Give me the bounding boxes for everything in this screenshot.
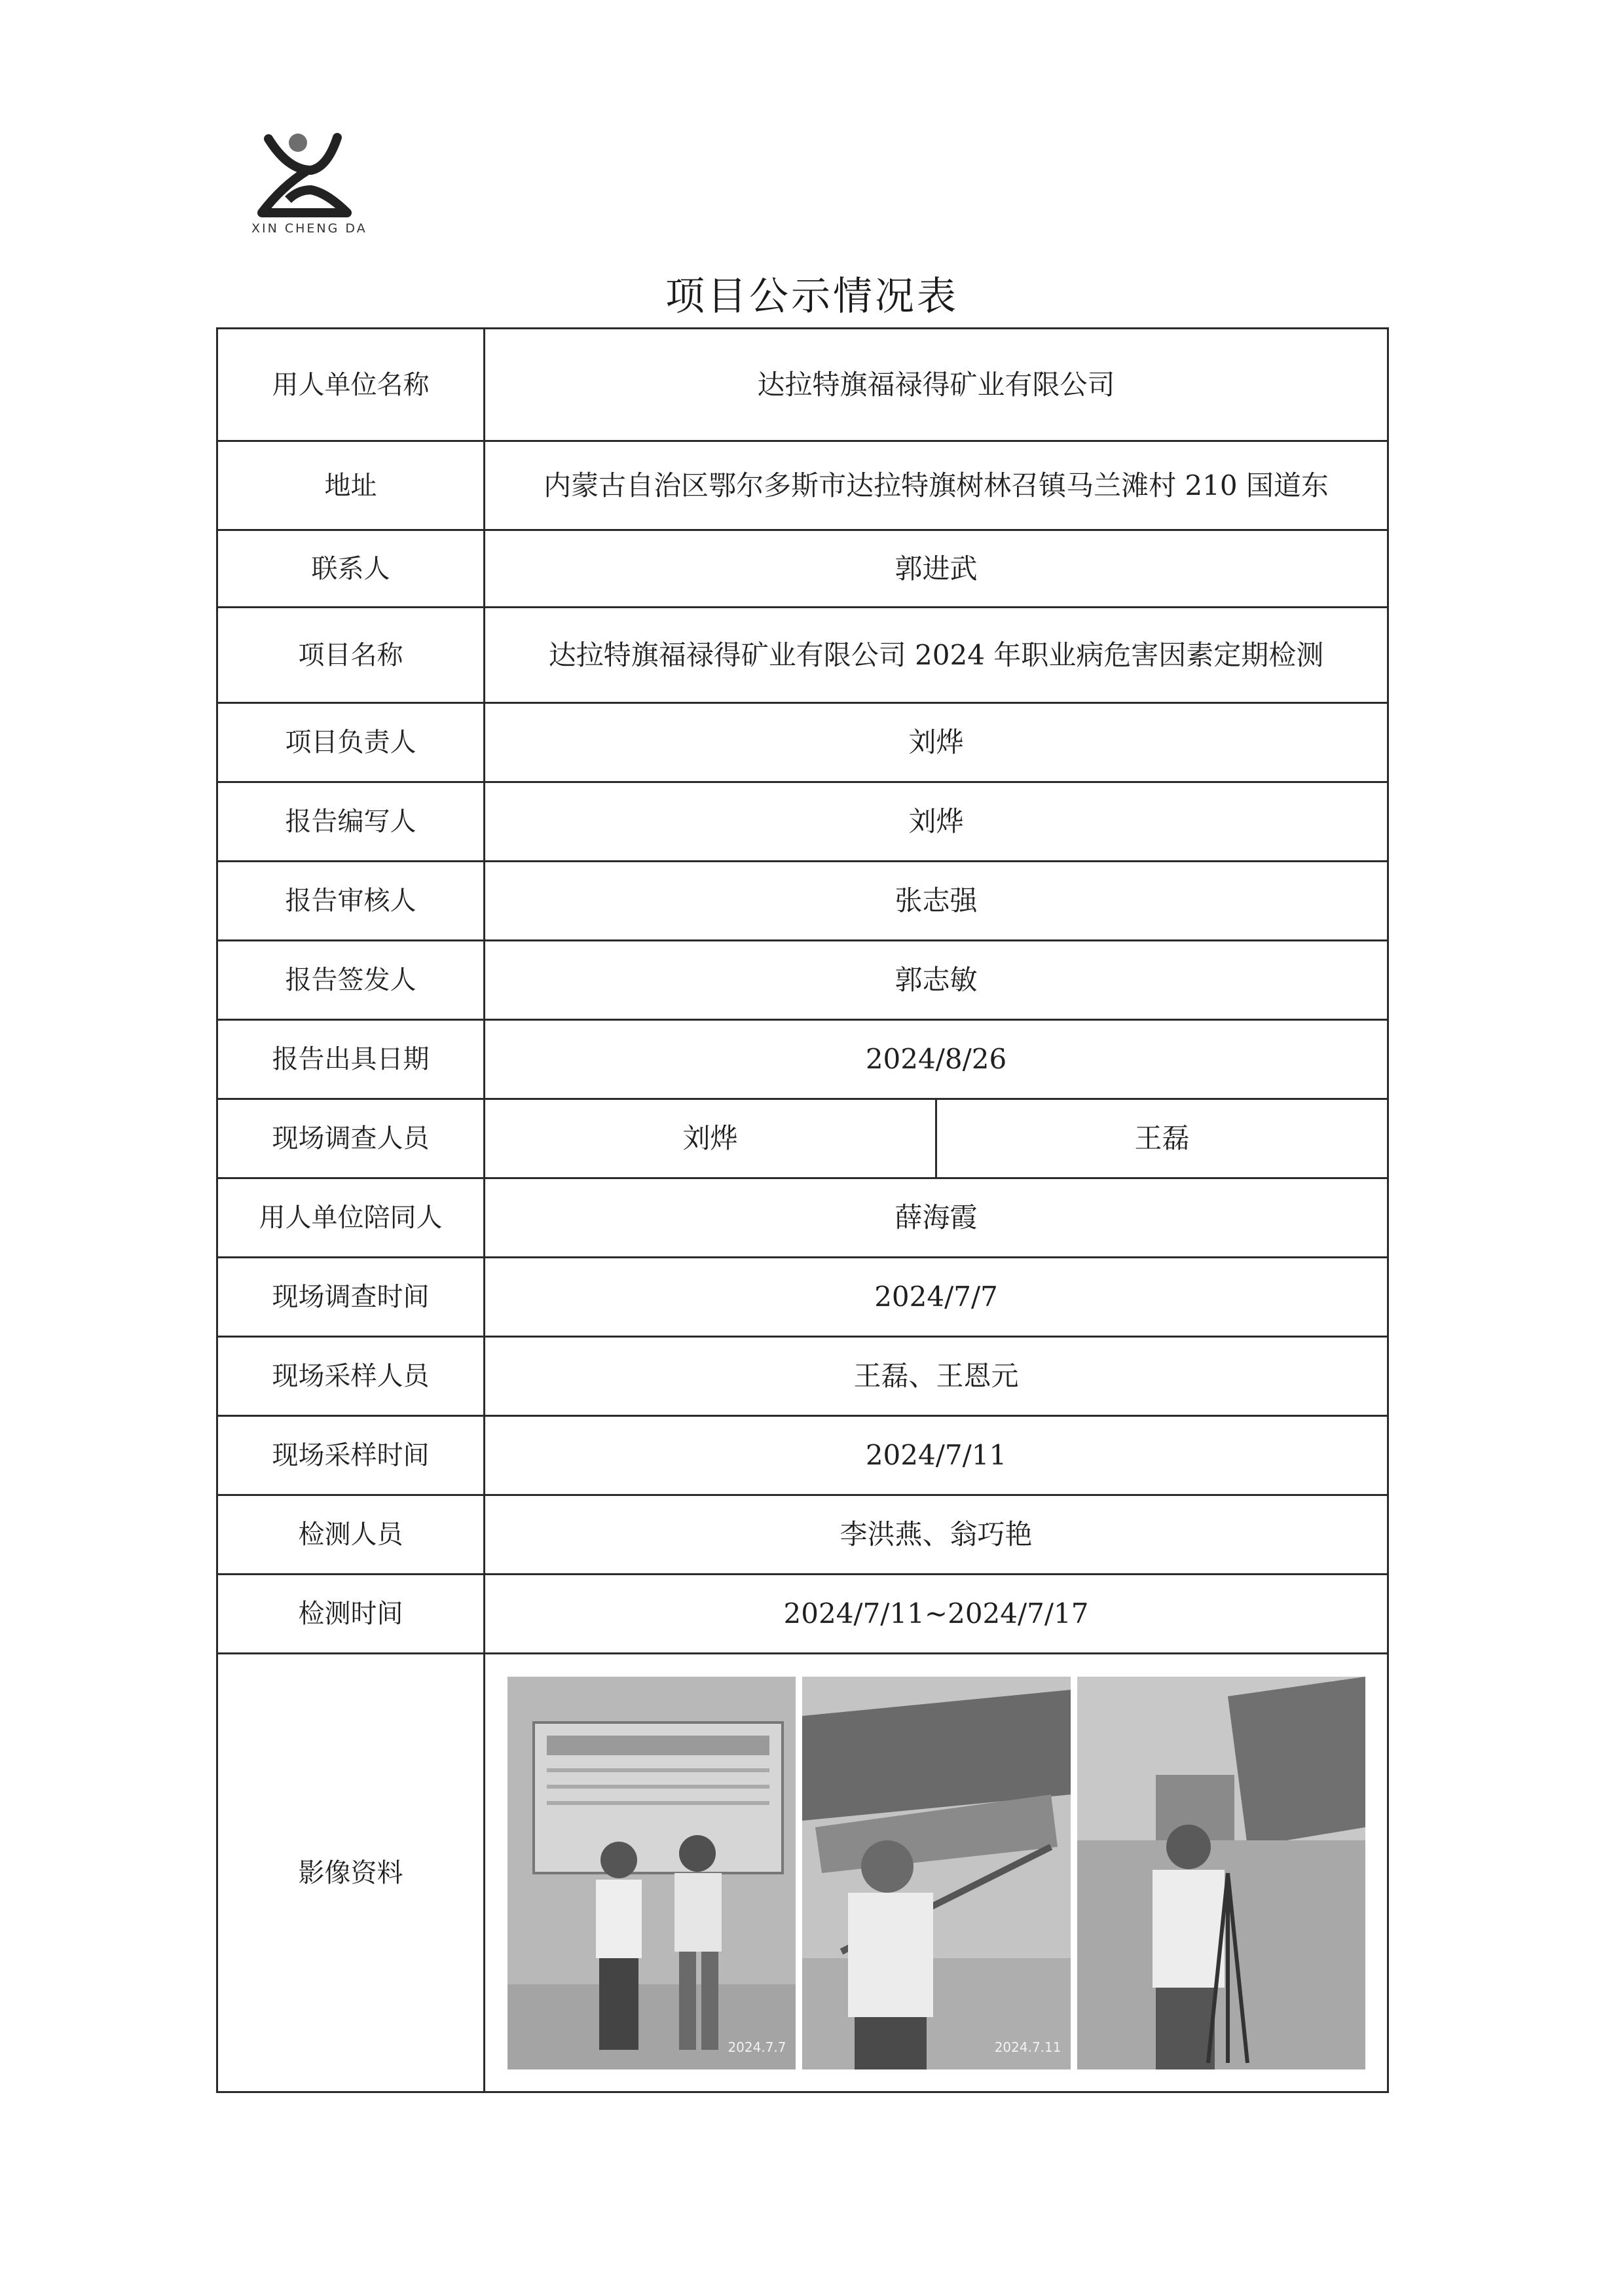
row-label: 报告出具日期 — [217, 1020, 485, 1099]
row-label: 检测人员 — [217, 1495, 485, 1575]
images-cell — [485, 1654, 1388, 2092]
row-label: 用人单位名称 — [217, 329, 485, 441]
table-row — [217, 530, 1388, 608]
table-row — [217, 1337, 1388, 1416]
contact-value: 郭进武 — [485, 530, 1388, 608]
row-label: 报告审核人 — [217, 862, 485, 941]
site-photo-1-image — [507, 1677, 796, 2069]
project-lead-value: 刘烨 — [485, 703, 1388, 782]
photo-1-date-stamp: 2024.7.7 — [728, 2039, 786, 2055]
report-reviewer-value: 张志强 — [485, 862, 1388, 941]
site-photo-3-image — [1077, 1677, 1365, 2069]
row-label: 报告编写人 — [217, 782, 485, 862]
table-row — [217, 1258, 1388, 1337]
table-row — [217, 862, 1388, 941]
row-label: 影像资料 — [217, 1654, 485, 2092]
site-sampling-time-value: 2024/7/11 — [485, 1416, 1388, 1495]
report-date-value: 2024/8/26 — [485, 1020, 1388, 1099]
row-label: 现场调查时间 — [217, 1258, 485, 1337]
row-label: 项目负责人 — [217, 703, 485, 782]
table-row — [217, 1099, 1388, 1178]
table-row — [217, 1020, 1388, 1099]
row-label: 现场调查人员 — [217, 1099, 485, 1178]
site-photo-2-image — [802, 1677, 1071, 2069]
page-title: 项目公示情况表 — [665, 274, 959, 319]
employer-escort-value: 薛海霞 — [485, 1178, 1388, 1258]
site-photo-3 — [1077, 1677, 1365, 2069]
site-investigator-2: 王磊 — [936, 1099, 1388, 1178]
table-row — [217, 1495, 1388, 1575]
table-row — [217, 329, 1388, 441]
row-label: 现场采样时间 — [217, 1416, 485, 1495]
person-arc-logo-icon — [249, 124, 367, 223]
report-issuer-value: 郭志敏 — [485, 941, 1388, 1020]
table-row — [217, 1178, 1388, 1258]
photo-strip — [507, 1677, 1365, 2069]
testers-value: 李洪燕、翁巧艳 — [485, 1495, 1388, 1575]
row-label: 现场采样人员 — [217, 1337, 485, 1416]
report-writer-value: 刘烨 — [485, 782, 1388, 862]
site-photo-2 — [802, 1677, 1071, 2069]
site-investigator-1: 刘烨 — [485, 1099, 936, 1178]
table-row — [217, 1575, 1388, 1654]
logo-text: XIN CHENG DA — [251, 221, 367, 236]
row-label: 项目名称 — [217, 608, 485, 703]
table-row — [217, 782, 1388, 862]
row-label: 检测时间 — [217, 1575, 485, 1654]
row-label: 联系人 — [217, 530, 485, 608]
row-label: 用人单位陪同人 — [217, 1178, 485, 1258]
table-row — [217, 441, 1388, 530]
photo-2-date-stamp: 2024.7.11 — [994, 2039, 1061, 2055]
table-row — [217, 608, 1388, 703]
row-label: 地址 — [217, 441, 485, 530]
table-row — [217, 941, 1388, 1020]
employer-name-value: 达拉特旗福禄得矿业有限公司 — [485, 329, 1388, 441]
site-samplers-value: 王磊、王恩元 — [485, 1337, 1388, 1416]
site-photo-1 — [507, 1677, 796, 2069]
table-row — [217, 703, 1388, 782]
address-value: 内蒙古自治区鄂尔多斯市达拉特旗树林召镇马兰滩村 210 国道东 — [485, 441, 1388, 530]
site-investigation-time-value: 2024/7/7 — [485, 1258, 1388, 1337]
project-name-value: 达拉特旗福禄得矿业有限公司 2024 年职业病危害因素定期检测 — [485, 608, 1388, 703]
testing-time-value: 2024/7/11~2024/7/17 — [485, 1575, 1388, 1654]
table-row — [217, 1416, 1388, 1495]
table-row — [217, 1654, 1388, 2092]
row-label: 报告签发人 — [217, 941, 485, 1020]
project-info-table — [216, 327, 1389, 2093]
